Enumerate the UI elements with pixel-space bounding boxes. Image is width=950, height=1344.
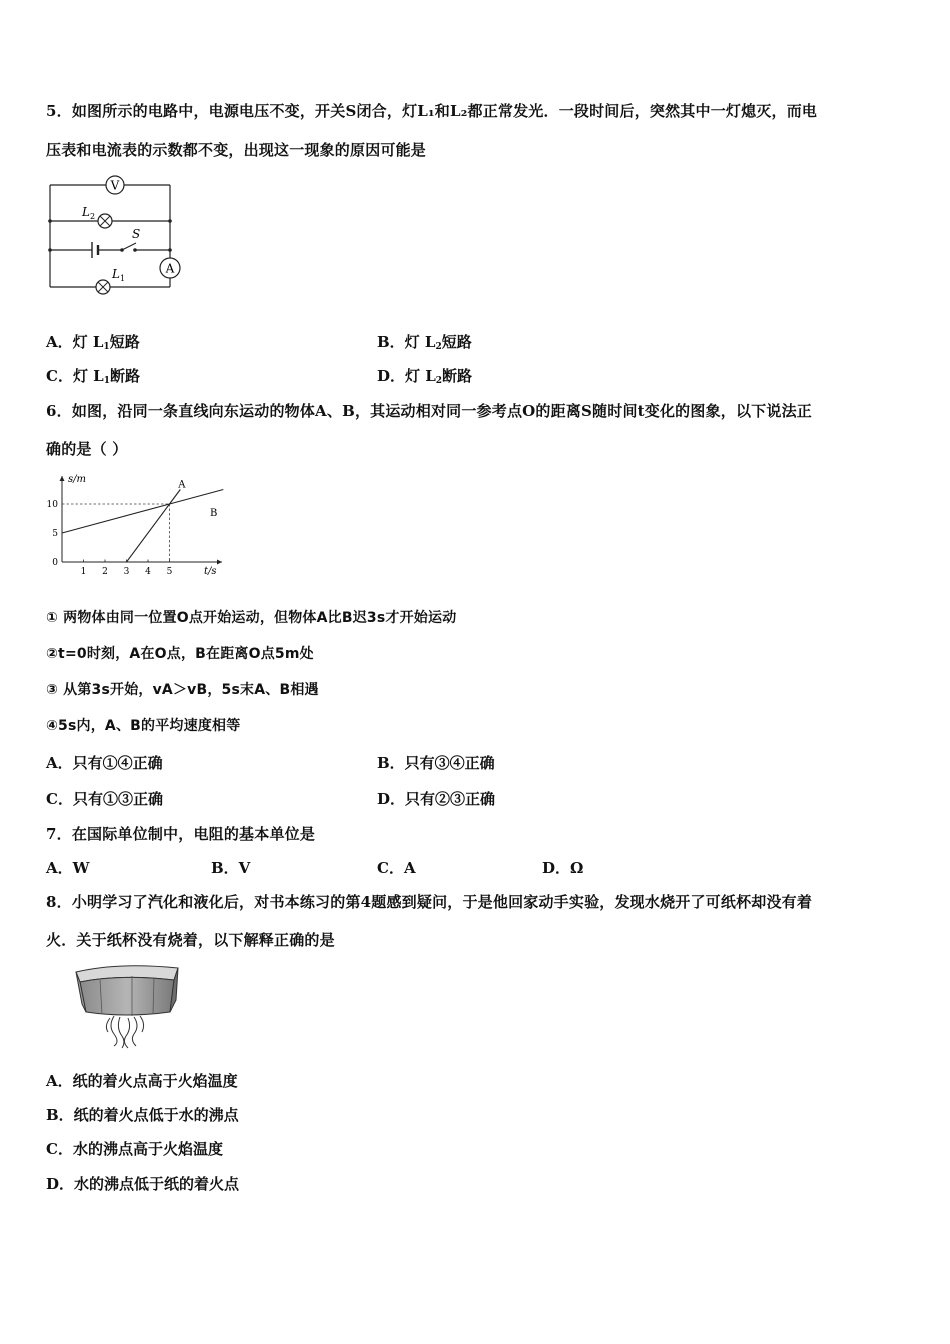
q6-stem-line2: 确的是（ ） [46, 440, 128, 458]
series-b-label: B [210, 508, 218, 520]
x-tick-label: 2 [102, 567, 108, 577]
voltmeter [106, 176, 124, 194]
switch-label: S [132, 227, 141, 241]
q6-option-a[interactable]: A．只有①④正确 [46, 754, 163, 772]
q8-option-b[interactable]: B．纸的着火点低于水的沸点 [46, 1106, 239, 1124]
q8-stem-line2: 火．关于纸杯没有烧着，以下解释正确的是 [46, 931, 335, 949]
q5-option-b[interactable]: B．灯 $L_2$短路 [377, 333, 472, 352]
q5-option-a[interactable]: A．灯 $L_1$短路 [46, 333, 140, 352]
q6-option-d[interactable]: D．只有②③正确 [377, 790, 496, 808]
lamp-l2 [81, 205, 112, 228]
q5-option-c[interactable]: C．灯 $L_1$断路 [46, 367, 140, 386]
q6-option-c[interactable]: C．只有①③正确 [46, 790, 163, 808]
x-tick-label: 5 [166, 567, 173, 577]
q8-option-a[interactable]: A．纸的着火点高于火焰温度 [46, 1072, 238, 1090]
q6-statement-4: ④5s内，A、B的平均速度相等 [46, 718, 241, 734]
q6-statement-3: ③ 从第3s开始，vA＞vB，5s末A、B相遇 [46, 682, 319, 698]
q7-option-b[interactable]: B．V [211, 859, 251, 877]
y-tick-label: 5 [52, 529, 58, 539]
x-axis-label: t/s [204, 566, 217, 577]
svg-text:2: 2 [90, 212, 96, 221]
lamp-l1 [96, 267, 125, 294]
series-b-line [62, 490, 223, 534]
paper-cup-illustration [70, 960, 190, 1050]
q6-option-b[interactable]: B．只有③④正确 [377, 754, 495, 772]
svg-text:1: 1 [120, 274, 126, 283]
q8-option-d[interactable]: D．水的沸点低于纸的着火点 [46, 1175, 240, 1193]
svg-text:V: V [110, 178, 120, 193]
y-tick-label: 0 [52, 558, 58, 568]
q6-stem-line1: 6．如图，沿同一条直线向东运动的物体A、B，其运动相对同一参考点O的距离S随时间t变化的图象，以下说法正 [46, 402, 812, 420]
q8-option-c[interactable]: C．水的沸点高于火焰温度 [46, 1140, 223, 1158]
q7-option-d[interactable]: D．Ω [542, 859, 584, 877]
st-graph [40, 470, 230, 582]
x-tick-label: 3 [123, 567, 130, 577]
series-a-line [62, 490, 180, 563]
q7-option-c[interactable]: C．A [377, 859, 416, 877]
x-tick-label: 1 [80, 567, 87, 577]
ammeter [160, 258, 180, 278]
y-axis-label: s/m [68, 474, 86, 485]
y-axis-arrow [60, 476, 65, 481]
q5-option-d[interactable]: D．灯 $L_2$断路 [377, 367, 473, 386]
q5-stem-line2: 压表和电流表的示数都不变，出现这一现象的原因可能是 [46, 141, 427, 159]
y-tick-label: 10 [46, 500, 58, 510]
svg-text:A: A [165, 261, 175, 276]
series-a-label: A [178, 479, 186, 491]
q7-option-a[interactable]: A．W [46, 859, 90, 877]
svg-text:L: L [112, 267, 120, 281]
q6-statement-2: ②t=0时刻，A在O点，B在距离O点5m处 [46, 646, 314, 662]
q6-statement-1: ① 两物体由同一位置O点开始运动，但物体A比B迟3s才开始运动 [46, 610, 457, 626]
x-axis-arrow [217, 560, 222, 565]
x-tick-label: 4 [145, 567, 151, 577]
circuit-diagram [44, 170, 194, 298]
q5-stem-line1: 5．如图所示的电路中，电源电压不变，开关S闭合，灯L₁和L₂都正常发光．一段时间后，突然其中一灯熄灭，而电 [46, 102, 818, 120]
svg-text:L: L [82, 205, 90, 219]
q7-stem: 7．在国际单位制中，电阻的基本单位是 [46, 825, 316, 843]
q8-stem-line1: 8．小明学习了汽化和液化后，对书本练习的第4题感到疑问，于是他回家动手实验，发现水烧开了可纸杯却没有着 [46, 893, 813, 911]
